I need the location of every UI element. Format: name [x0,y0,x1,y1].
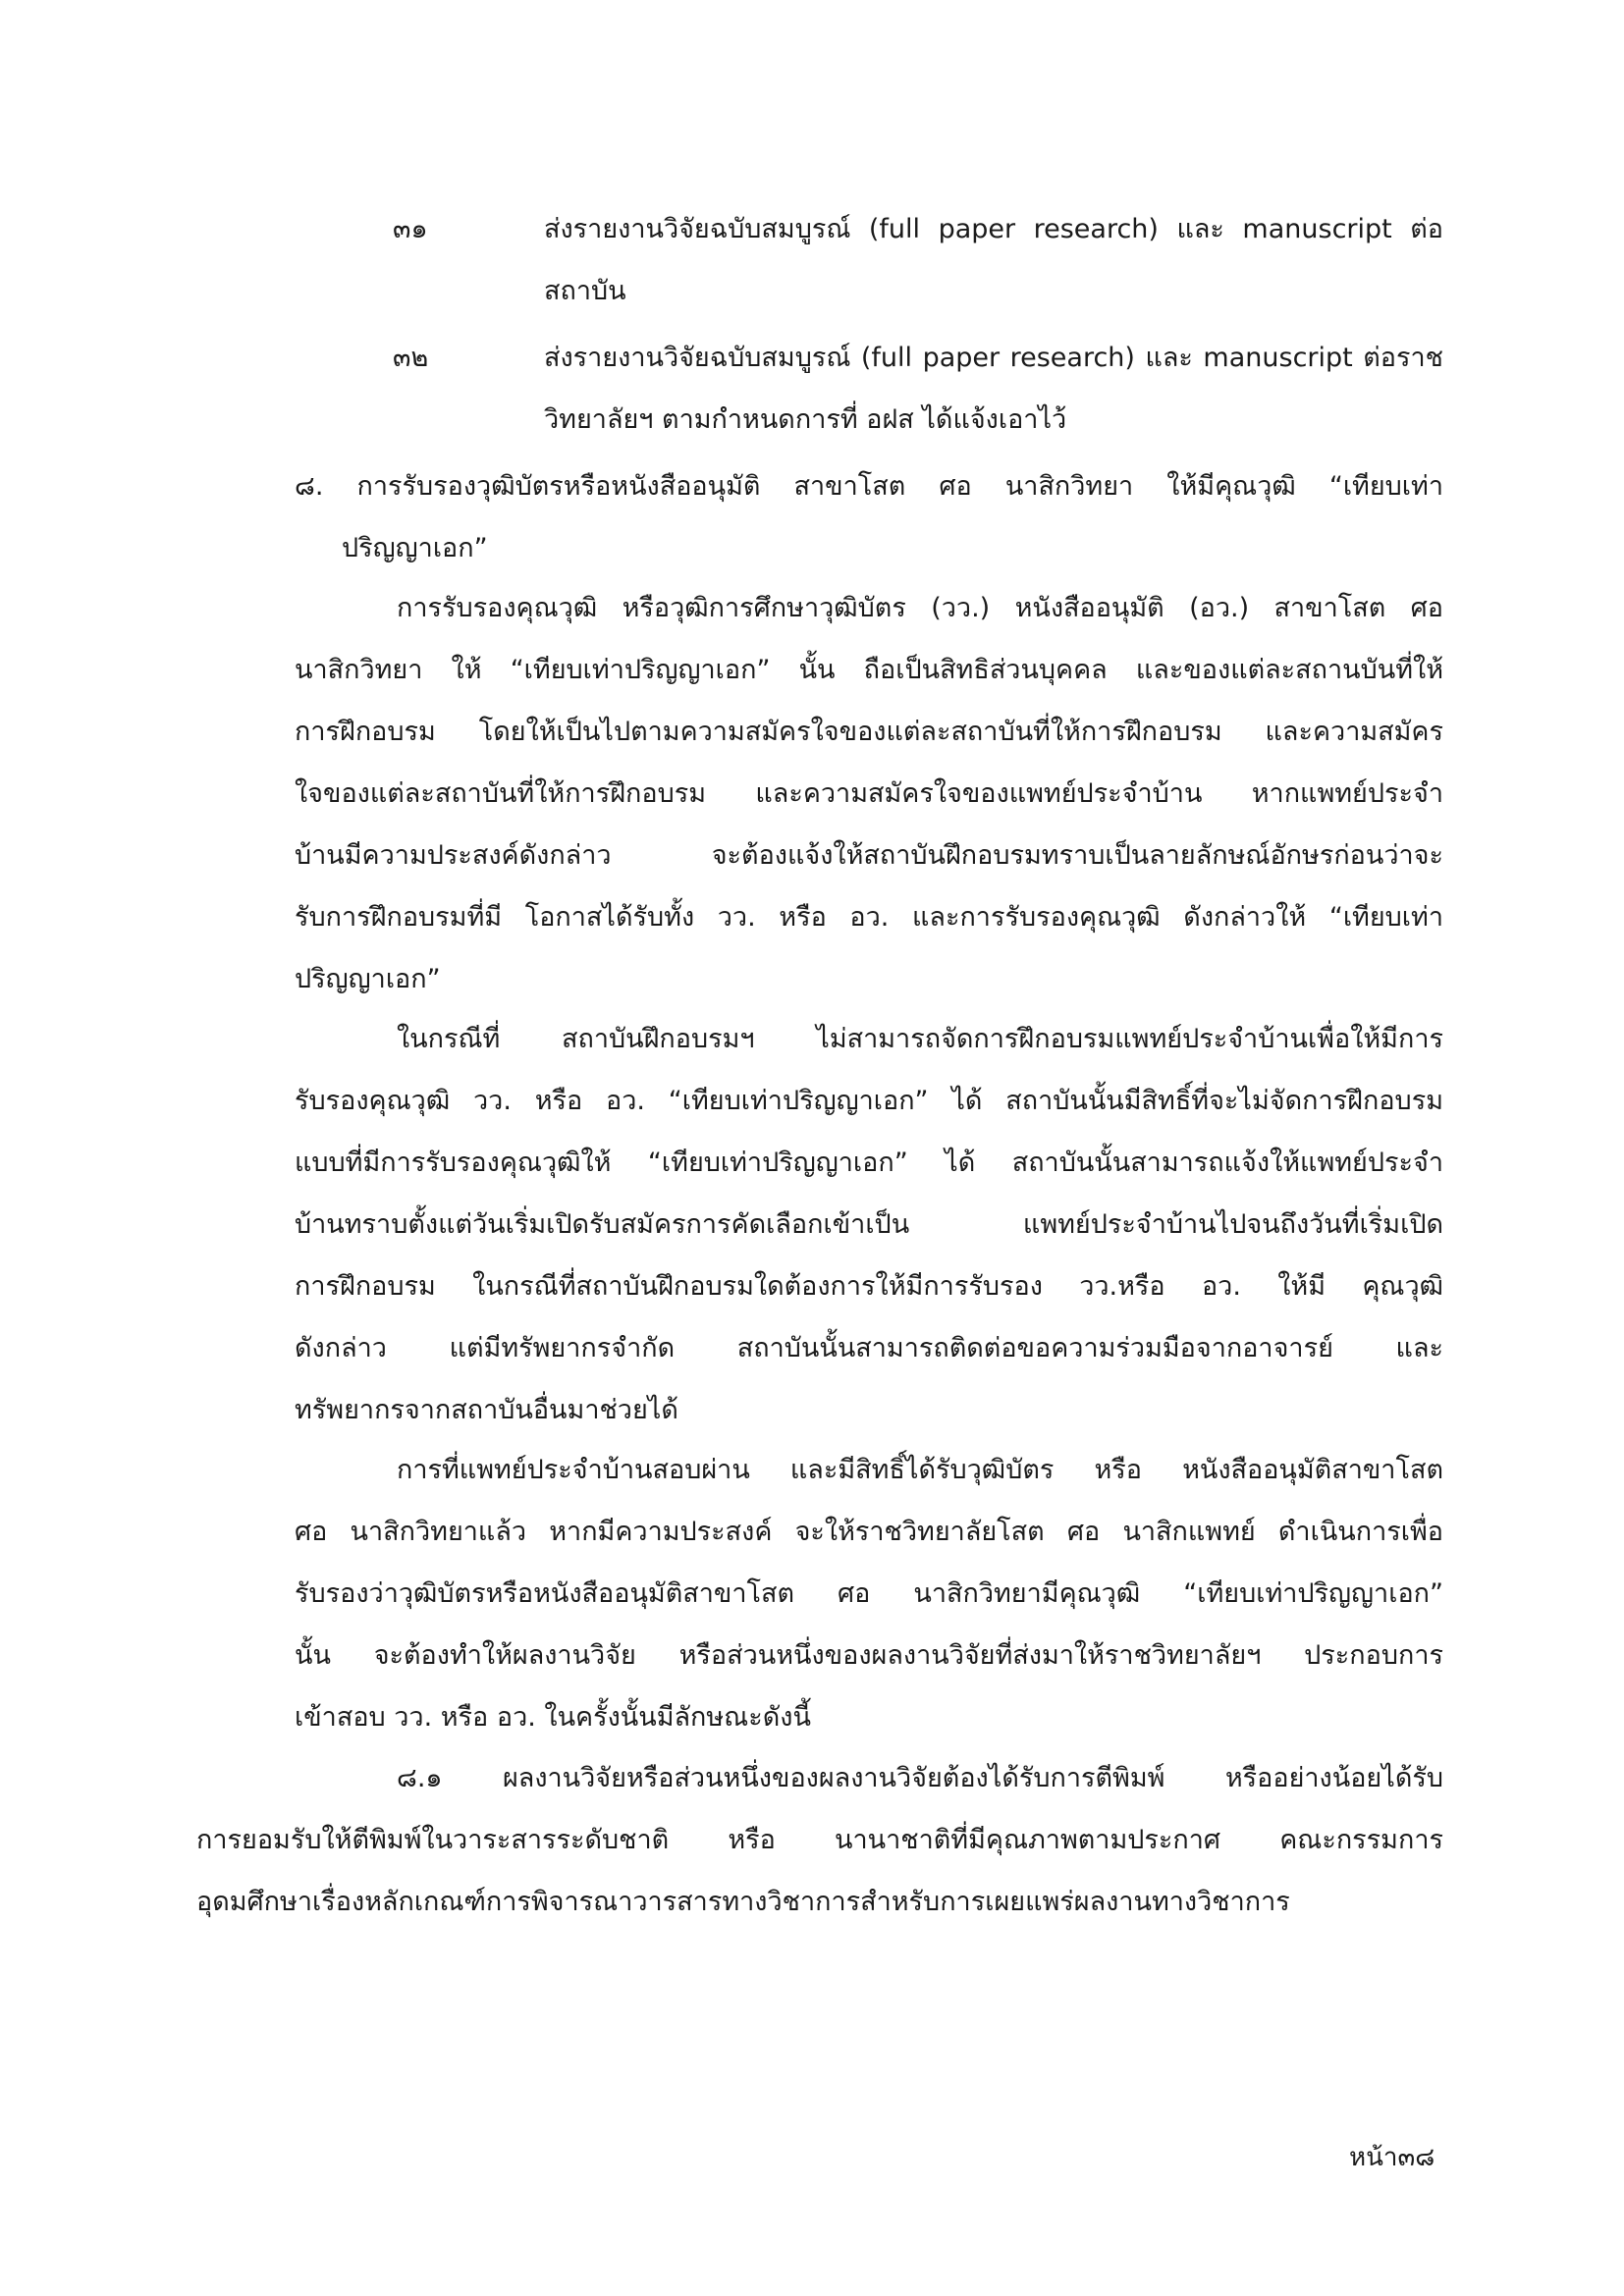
paragraph-line: ดังกล่าว แต่มีทรัพยากรจำกัด สถาบันนั้นสามารถติดต่อขอความร่วมมือจากอาจารย์ และ [295,1333,1443,1363]
paragraph-line: ในกรณีที่ สถาบันฝึกอบรมฯ ไม่สามารถจัดการฝึกอบรมแพทย์ประจำบ้านเพื่อให้มีการ [397,1024,1443,1054]
paragraph-line: บ้านทราบตั้งแต่วันเริ่มเปิดรับสมัครการคัดเลือกเข้าเป็น แพทย์ประจำบ้านไปจนถึงวันที่เริ่มเปิด [295,1209,1443,1240]
paragraph-line: การฝึกอบรม ในกรณีที่สถาบันฝึกอบรมใดต้องการให้มีการรับรอง วว.หรือ อว. ให้มี คุณวุฒิ [295,1271,1443,1302]
paragraph-line: ศอ นาสิกวิทยาแล้ว หากมีความประสงค์ จะให้ราชวิทยาลัยโสต ศอ นาสิกแพทย์ ดำเนินการเพื่อ [295,1517,1443,1547]
item-text-line: ส่งรายงานวิจัยฉบับสมบูรณ์ (full paper research) และ manuscript ต่อราช [544,343,1443,373]
paragraph-line: ๘.๑ ผลงานวิจัยหรือส่วนหนึ่งของผลงานวิจัยต้องได้รับการตีพิมพ์ หรืออย่างน้อยได้รับ [397,1763,1443,1793]
paragraph-line: รับรองว่าวุฒิบัตรหรือหนังสืออนุมัติสาขาโสต ศอ นาสิกวิทยามีคุณวุฒิ “เทียบเท่าปริญญาเอก” [295,1578,1443,1609]
paragraph-line: ปริญญาเอก” [295,964,441,994]
paragraph-line: บ้านมีความประสงค์ดังกล่าว จะต้องแจ้งให้สถาบันฝึกอบรมทราบเป็นลายลักษณ์อักษรก่อนว่าจะ [295,840,1443,871]
item-text-line: ส่งรายงานวิจัยฉบับสมบูรณ์ (full paper research) และ manuscript ต่อ [544,214,1443,244]
paragraph-line: การยอมรับให้ตีพิมพ์ในวาระสารระดับชาติ หรือ นานาชาติที่มีคุณภาพตามประกาศ คณะกรรมการ [196,1825,1443,1855]
item-text-line: วิทยาลัยฯ ตามกำหนดการที่ อฝส ได้แจ้งเอาไว้ [544,404,1067,435]
paragraph-line: ใจของแต่ละสถาบันที่ให้การฝึกอบรม และความสมัครใจของแพทย์ประจำบ้าน หากแพทย์ประจำ [295,778,1443,809]
section-heading: ๘. การรับรองวุฒิบัตรหรือหนังสืออนุมัติ สาขาโสต ศอ นาสิกวิทยา ให้มีคุณวุฒิ “เทียบเท่า [295,471,1443,502]
paragraph-line: การรับรองคุณวุฒิ หรือวุฒิการศึกษาวุฒิบัตร (วว.) หนังสืออนุมัติ (อว.) สาขาโสต ศอ [397,593,1443,623]
section-heading-continuation: ปริญญาเอก” [342,533,488,563]
paragraph-line: การที่แพทย์ประจำบ้านสอบผ่าน และมีสิทธิ์ได้รับวุฒิบัตร หรือ หนังสืออนุมัติสาขาโสต [397,1455,1443,1485]
page-number: หน้า๓๘ [1349,2143,1435,2172]
paragraph-line: อุดมศึกษาเรื่องหลักเกณฑ์การพิจารณาวารสารทางวิชาการสำหรับการเผยแพร่ผลงานทางวิชาการ [196,1887,1290,1917]
item-text-line: สถาบัน [544,276,626,306]
paragraph-line: รับรองคุณวุฒิ วว. หรือ อว. “เทียบเท่าปริญญาเอก” ได้ สถาบันนั้นมีสิทธิ์ที่จะไม่จัดการฝึกอบรม [295,1086,1443,1116]
paragraph-line: รับการฝึกอบรมที่มี โอกาสได้รับทั้ง วว. หรือ อว. และการรับรองคุณวุฒิ ดังกล่าวให้ “เทียบเท่า [295,902,1443,933]
paragraph-line: แบบที่มีการรับรองคุณวุฒิให้ “เทียบเท่าปริญญาเอก” ได้ สถาบันนั้นสามารถแจ้งให้แพทย์ประจำ [295,1148,1443,1178]
paragraph-line: เข้าสอบ วว. หรือ อว. ในครั้งนั้นมีลักษณะดังนี้ [295,1702,811,1733]
paragraph-line: การฝึกอบรม โดยให้เป็นไปตามความสมัครใจของแต่ละสถาบันที่ให้การฝึกอบรม และความสมัคร [295,717,1443,747]
item-number: ๓๒ [393,343,429,373]
item-number: ๓๑ [393,214,428,244]
paragraph-line: นั้น จะต้องทำให้ผลงานวิจัย หรือส่วนหนึ่งของผลงานวิจัยที่ส่งมาให้ราชวิทยาลัยฯ ประกอบการ [295,1640,1443,1671]
paragraph-line: ทรัพยากรจากสถาบันอื่นมาช่วยได้ [295,1395,678,1425]
paragraph-line: นาสิกวิทยา ให้ “เทียบเท่าปริญญาเอก” นั้น ถือเป็นสิทธิส่วนบุคคล และของแต่ละสถานบันที่ให้ [295,655,1443,685]
